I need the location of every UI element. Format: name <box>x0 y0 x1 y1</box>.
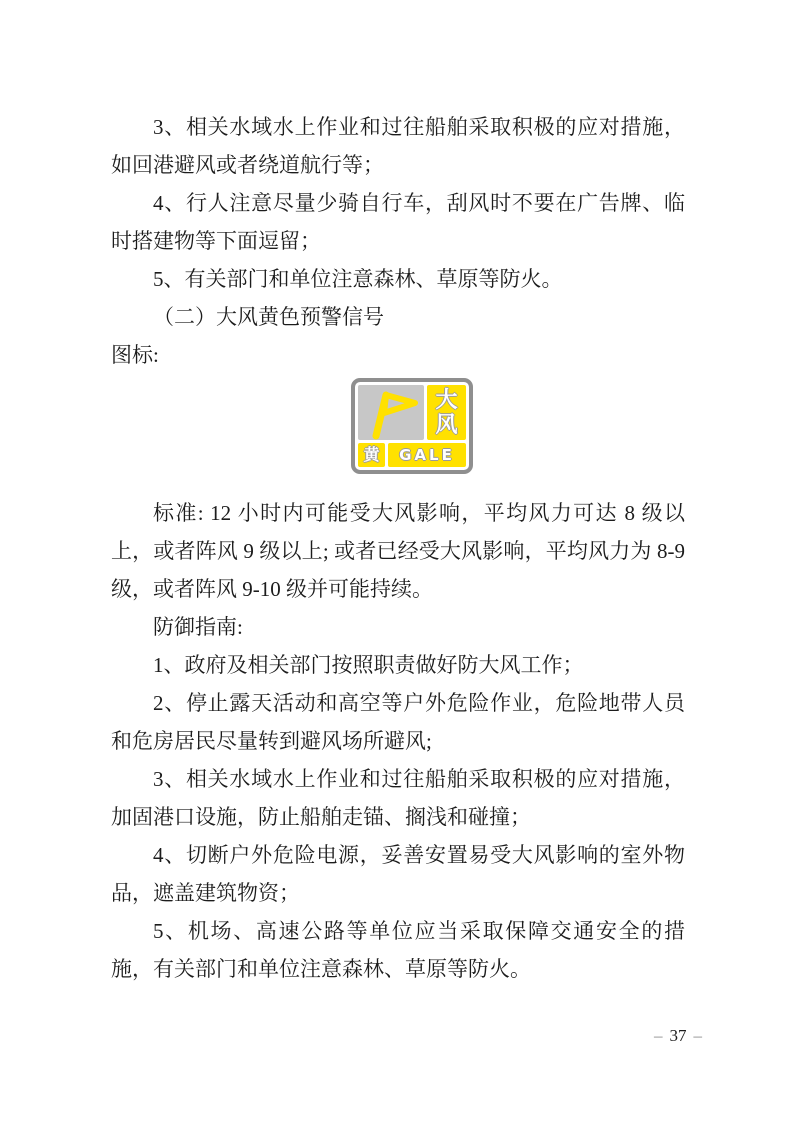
section-heading-yellow-warning: （二）大风黄色预警信号 <box>153 305 384 329</box>
flag-glyph <box>358 385 424 440</box>
sign-name-cell <box>427 385 466 440</box>
page-number-dash-left: – <box>654 1026 663 1045</box>
sign-level-label: 黄 <box>363 445 380 464</box>
paragraph-guide-5: 5、机场、高速公路等单位应当采取保障交通安全的措施，有关部门和单位注意森林、草原等防火。 <box>111 919 685 981</box>
gale-yellow-warning-sign-icon <box>351 378 473 474</box>
paragraph-item-4-pedestrians: 4、行人注意尽量少骑自行车，刮风时不要在广告牌、临时搭建物等下面逗留； <box>111 191 685 253</box>
paragraph-item-5-fire: 5、有关部门和单位注意森林、草原等防火。 <box>153 267 563 291</box>
page-number-value: 37 <box>669 1026 687 1045</box>
document-body <box>111 108 685 988</box>
sign-level-cell <box>358 443 385 467</box>
paragraph-guide-2: 2、停止露天活动和高空等户外危险作业，危险地带人员和危房居民尽量转到避风场所避风; <box>111 691 685 753</box>
sign-char-top: 大 <box>435 387 458 413</box>
sign-gale-cell <box>388 443 466 467</box>
paragraph-guide-4: 4、切断户外危险电源，妥善安置易受大风影响的室外物品，遮盖建筑物资； <box>111 843 685 905</box>
flag-icon <box>358 385 424 440</box>
sign-gale-label: GALE <box>399 446 455 464</box>
paragraph-guide-3: 3、相关水域水上作业和过往船舶采取积极的应对措施，加固港口设施，防止船舶走锚、搁浅和碰撞； <box>111 767 685 829</box>
page-number <box>647 1024 709 1048</box>
paragraph-guide-1: 1、政府及相关部门按照职责做好防大风工作； <box>153 653 584 677</box>
page-number-dash-right: – <box>693 1026 702 1045</box>
paragraph-standard: 标准: 12 小时内可能受大风影响，平均风力可达 8 级以上，或者阵风 9 级以上; 或者已经受大风影响，平均风力为 8-9 级，或者阵风 9-10 级并可能持续。 <box>111 501 685 601</box>
paragraph-item-3-ships: 3、相关水域水上作业和过往船舶采取积极的应对措施，如回港避风或者绕道航行等； <box>111 115 685 177</box>
paragraph-defense-guide-heading: 防御指南: <box>153 615 243 639</box>
warning-sign-row <box>111 378 685 474</box>
sign-char-bottom: 风 <box>435 412 458 438</box>
icon-caption: 图标: <box>111 343 159 367</box>
